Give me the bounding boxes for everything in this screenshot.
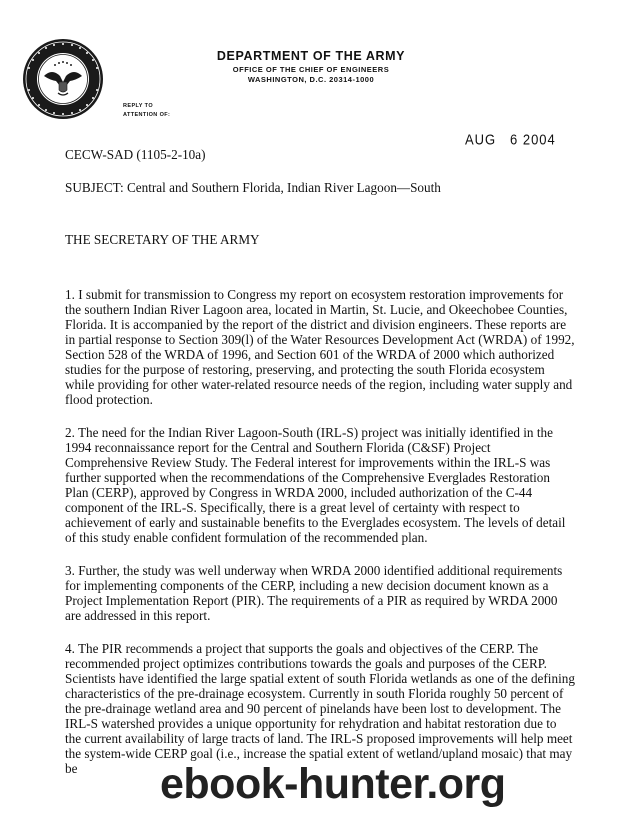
addressee: THE SECRETARY OF THE ARMY — [65, 232, 260, 247]
memo-date: AUG 6 2004 — [465, 130, 556, 149]
department-name: DEPARTMENT OF THE ARMY — [216, 49, 406, 63]
letterhead — [196, 49, 426, 84]
office-name: OFFICE OF THE CHIEF OF ENGINEERS — [232, 65, 390, 74]
reference-code: CECW-SAD (1105-2-10a) — [65, 147, 206, 162]
attention-label: ATTENTION OF: — [123, 112, 171, 118]
paragraph-2: 2. The need for the Indian River Lagoon-South (IRL-S) project was initially identified in the 1994 reconnaissance report for the Central and Southern Florida (C&SF) Project Comprehensive Review Study. The Federal interest for improvements within the IRL-S was further supported when the recommendations of the Comprehensive Everglades Restoration Plan (CERP), approved by Congress in WRDA 2000, included authorization of the C-44 component of the IRL-S. Specifically, there is a great level of certainty with respect to achievement of early and sustainable benefits to the Everglades ecosystem. The levels of detail of this study enable confident formulation of the recommended plan. — [65, 425, 566, 545]
memo-body — [65, 287, 575, 794]
watermark-text: ebook-hunter.org — [160, 760, 506, 808]
reply-to-label: REPLY TO — [123, 103, 153, 109]
reply-to-block — [123, 102, 170, 120]
office-address: WASHINGTON, D.C. 20314-1000 — [247, 75, 375, 84]
paragraph-1: 1. I submit for transmission to Congress my report on ecosystem restoration improvements for the southern Indian River Lagoon area, located in Martin, St. Lucie, and Okeechobee Counties, Florida. It is accompanied by the report of the district and division engineers. These reports are in partial response to Section 309(l) of the Water Resources Development Act (WRDA) of 1992, Section 528 of the WRDA of 1996, and Section 601 of the WRDA of 2000 which authorized studies for the purpose of restoring, preserving, and protecting the south Florida ecosystem while providing for other water-related resource needs of the region, including water supply and flood protection. — [65, 287, 575, 407]
dod-seal-icon — [22, 38, 104, 120]
subject-line: SUBJECT: Central and Southern Florida, Indian River Lagoon—South — [65, 180, 441, 195]
paragraph-4: 4. The PIR recommends a project that supports the goals and objectives of the CERP. The recommended project optimizes contributions towards the goals and purposes of the CERP. Scientists have identified the large spatial extent of south Florida wetlands as one of the defining characteristics of the pre-drainage ecosystem. Currently in south Florida roughly 50 percent of the pre-drainage wetland area and 90 percent of pinelands have been lost to development. The IRL-S watershed provides a unique opportunity for rehydration and habitat restoration due to the current availability of large tracts of land. The IRL-S proposed improvements will help meet the system-wide CERP goal (i.e., increase the spatial extent of wetland/upland mosaic) that may be — [65, 641, 575, 776]
paragraph-3: 3. Further, the study was well underway when WRDA 2000 identified additional requirements for implementing components of the CERP, including a new decision document known as a Project Implementation Report (PIR). The requirements of a PIR as required by WRDA 2000 are addressed in this report. — [65, 563, 563, 623]
